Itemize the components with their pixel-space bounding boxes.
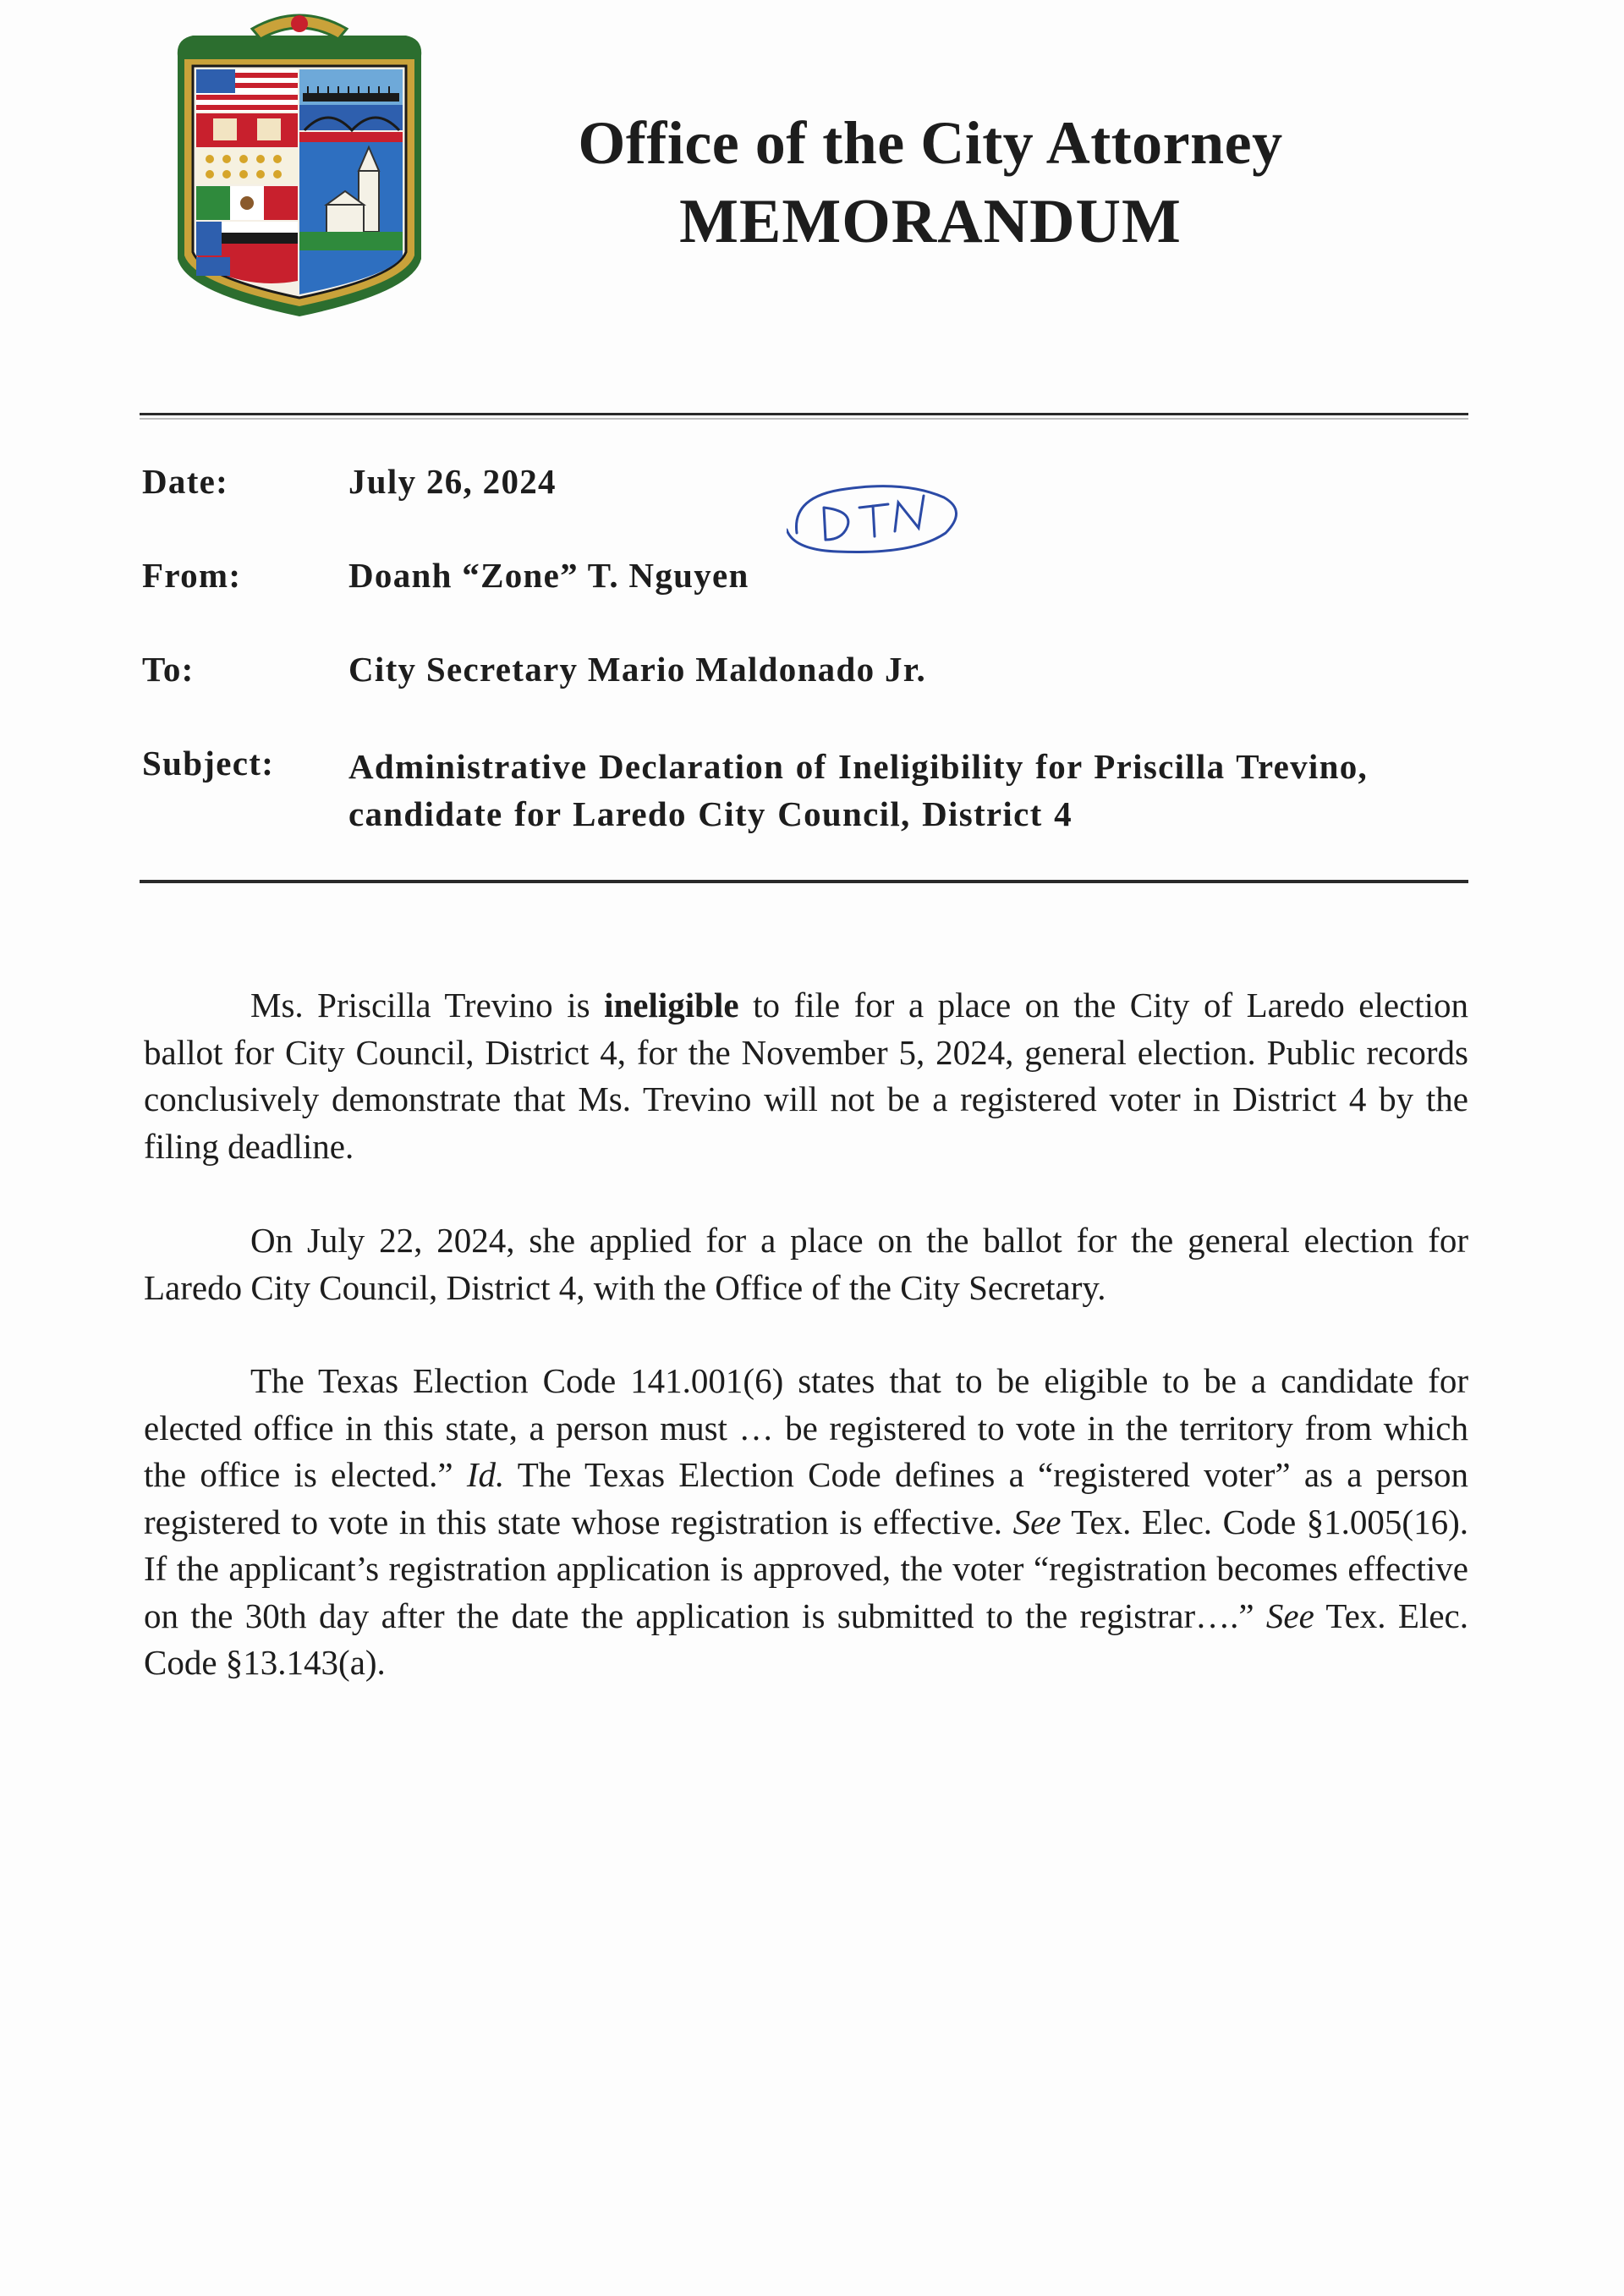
to-value: City Secretary Mario Maldonado Jr. <box>348 650 927 689</box>
subject-value: Administrative Declaration of Ineligibility for Priscilla Trevino, candidate for Laredo City Council, District 4 <box>348 747 1369 833</box>
p3-text-g: Tex. Elec. Code §13.143(a). <box>144 1596 1468 1682</box>
office-title: Office of the City Attorney <box>578 109 1283 177</box>
header-divider <box>140 413 1468 415</box>
city-seal-icon <box>159 5 440 321</box>
citation-see-2: See <box>1265 1596 1314 1635</box>
paragraph-election-code <box>144 1358 1468 1687</box>
paragraph-ineligibility <box>144 982 1468 1170</box>
p1-text-a: Ms. Priscilla Trevino is <box>250 986 605 1024</box>
paragraph-application: On July 22, 2024, she applied for a place on the ballot for the general election for Laredo City Council, District 4, with the Office of the City Secretary. <box>144 1221 1468 1307</box>
p1-text-c: to file for a place on the City of Laredo election ballot for City Council, District 4, for the November 5, 2024, general election. Public records conclusively demonstrate that Ms. Trevino will not be a registered voter in District 4 by the filing deadline. <box>144 986 1469 1166</box>
citation-id: Id. <box>466 1455 505 1494</box>
subject-label: Subject: <box>142 744 275 783</box>
date-label: Date: <box>142 462 229 501</box>
ineligible-emphasis: ineligible <box>604 986 739 1024</box>
p3-text-a: The Texas Election Code 141.001(6) states that to be eligible to be a candidate for elected office in this state, a person must … be registered to vote in the territory from which the office is elected.” <box>144 1361 1468 1494</box>
date-value: July 26, 2024 <box>348 462 557 501</box>
from-value: Doanh “Zone” T. Nguyen <box>348 556 749 595</box>
memorandum-title: MEMORANDUM <box>679 187 1182 256</box>
to-label: To: <box>142 650 195 689</box>
citation-see-1: See <box>1012 1502 1062 1541</box>
p3-text-c: The Texas Election Code defines a “registered voter” as a person registered to vote in this state whose registration is effective. <box>144 1455 1468 1541</box>
p3-text-e: Tex. Elec. Code §1.005(16). If the applicant’s registration application is approved, the voter “registration becomes effective on the 30th day after the date the application is submitted to the registrar….” <box>144 1502 1468 1635</box>
fields-divider <box>140 880 1468 883</box>
handwritten-initials <box>787 474 964 567</box>
from-label: From: <box>142 556 242 595</box>
